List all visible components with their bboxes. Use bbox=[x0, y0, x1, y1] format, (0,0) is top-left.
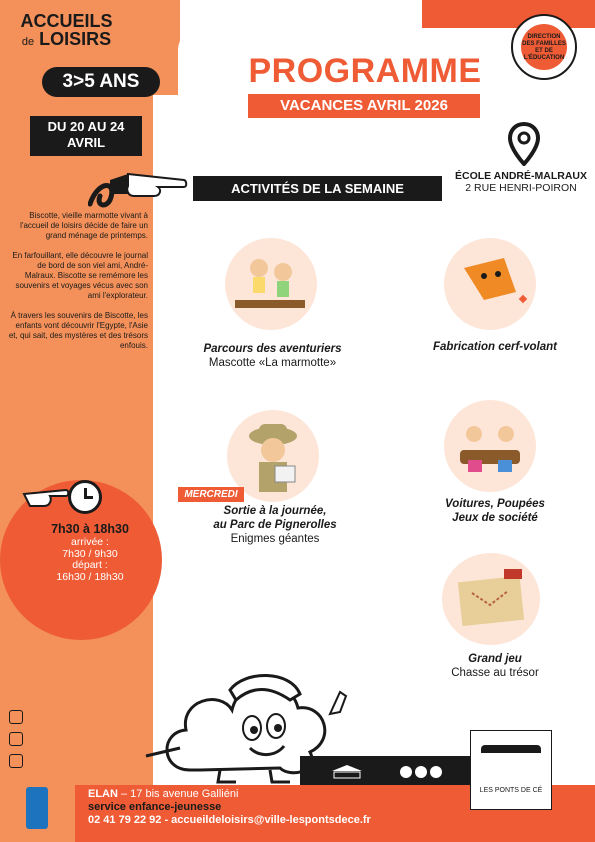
page-subtitle: VACANCES AVRIL 2026 bbox=[248, 94, 480, 118]
activity-title-line2: au Parc de Pignerolles bbox=[213, 519, 337, 531]
twitter-icon[interactable] bbox=[400, 766, 412, 778]
activity-detail: Enigmes géantes bbox=[230, 533, 320, 545]
accessibility-icon bbox=[9, 710, 23, 724]
opening-hours bbox=[36, 522, 144, 583]
dates-badge bbox=[30, 116, 142, 156]
activity-title-line2: Jeux de société bbox=[452, 512, 538, 524]
school-name: ÉCOLE ANDRÉ-MALRAUX bbox=[454, 170, 588, 182]
document-icon bbox=[9, 732, 23, 746]
accueils-line2: LOISIRS bbox=[39, 29, 112, 49]
elan-address: – 17 bis avenue Galliéni bbox=[117, 788, 239, 800]
school-street: 2 RUE HENRI-POIRON bbox=[465, 182, 577, 194]
phone-number[interactable]: 02 41 79 22 92 bbox=[88, 814, 162, 826]
story-paragraph-1: Biscotte, vieille marmotte vivant à l'accueil de loisirs décide de faire un grand ménage de printemps. bbox=[20, 211, 148, 240]
facebook-icon[interactable] bbox=[415, 766, 427, 778]
story-text bbox=[8, 211, 148, 361]
accueils-title bbox=[14, 12, 119, 51]
partners-strip bbox=[300, 756, 470, 788]
activity-title-line1: Voitures, Poupées bbox=[445, 498, 545, 510]
wednesday-badge: MERCREDI bbox=[178, 487, 244, 502]
clock-icon bbox=[68, 480, 102, 514]
instagram-icon[interactable] bbox=[430, 766, 442, 778]
activity-title-line1: Sortie à la journée, bbox=[223, 505, 327, 517]
stamp-text: DIRECTION DES FAMILLES ET DE L'ÉDUCATION bbox=[521, 24, 567, 70]
adventure-course-image bbox=[225, 238, 317, 330]
activity-grand-jeu bbox=[405, 652, 585, 680]
activity-jeux bbox=[405, 497, 585, 525]
unesco-logo-icon bbox=[330, 763, 364, 781]
city-logo-text: LES PONTS DE CÉ bbox=[479, 787, 543, 794]
arrival-hours: 7h30 / 9h30 bbox=[62, 547, 118, 560]
age-range-badge: 3>5 ANS bbox=[42, 67, 160, 97]
city-logo-mark-icon bbox=[481, 745, 541, 773]
story-paragraph-3: À travers les souvenirs de Biscotte, les enfants vont découvrir l'Egypte, l'Asie et, qui sait, des mystères et des trésors enfouis. bbox=[8, 311, 148, 350]
caf-logo-icon bbox=[26, 787, 48, 829]
pointing-hand-clock-icon bbox=[22, 484, 70, 512]
accueils-line1: ACCUEILS bbox=[20, 11, 113, 31]
location-pin-icon bbox=[508, 122, 540, 166]
service-name: service enfance-jeunesse bbox=[88, 801, 222, 813]
week-activities-heading: ACTIVITÉS DE LA SEMAINE bbox=[193, 176, 442, 201]
activity-parcours bbox=[180, 342, 365, 370]
kite-making-image bbox=[444, 238, 536, 330]
website-link[interactable]: lespontsdece.fr bbox=[485, 800, 536, 809]
dates-line2: AVRIL bbox=[66, 135, 106, 150]
department-stamp bbox=[511, 14, 577, 80]
page-title: PROGRAMME bbox=[248, 52, 482, 90]
activity-detail: Chasse au trésor bbox=[451, 667, 539, 679]
location-address bbox=[447, 170, 595, 194]
toys-games-image bbox=[444, 400, 536, 492]
dates-line1: DU 20 AU 24 bbox=[47, 119, 125, 134]
departure-hours: 16h30 / 18h30 bbox=[56, 570, 124, 583]
hours-main: 7h30 à 18h30 bbox=[51, 522, 129, 536]
pointing-hand-icon bbox=[88, 160, 188, 210]
activity-title: Grand jeu bbox=[468, 653, 522, 665]
activity-sortie bbox=[180, 504, 370, 546]
elan-name: ELAN bbox=[88, 788, 118, 800]
story-paragraph-2: En farfouillant, elle découvre le journal de bord de son viel ami, André-Malraux. Biscotte se remémore les souvenirs et voyages vécus avec son ami l'explorateur. bbox=[12, 251, 148, 300]
city-logo bbox=[470, 730, 552, 810]
activity-cerf-volant bbox=[405, 340, 585, 354]
treasure-hunt-image bbox=[442, 553, 540, 645]
activity-title: Parcours des aventuriers bbox=[203, 343, 342, 355]
accueils-de: de bbox=[21, 36, 35, 48]
activity-detail: Mascotte «La marmotte» bbox=[208, 357, 337, 369]
recycle-icon bbox=[9, 754, 23, 768]
arrival-label: arrivée : bbox=[71, 536, 109, 548]
email-address[interactable]: - accueildeloisirs@ville-lespontsdece.fr bbox=[161, 814, 371, 826]
activity-title: Fabrication cerf-volant bbox=[433, 341, 557, 353]
footer-contact bbox=[88, 788, 371, 827]
departure-label: départ : bbox=[72, 559, 108, 571]
social-links bbox=[400, 766, 442, 778]
